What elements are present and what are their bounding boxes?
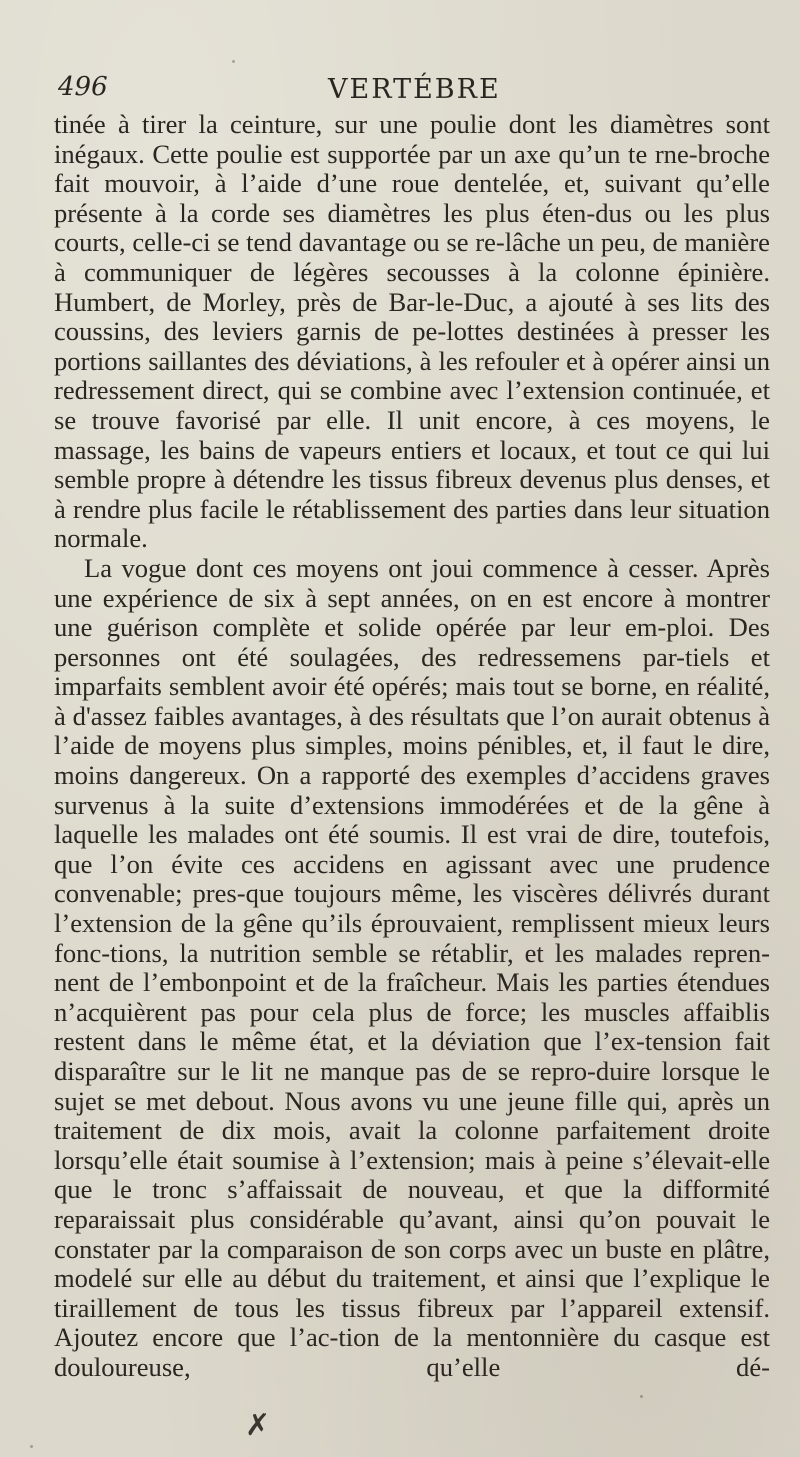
body-text	[54, 110, 770, 1383]
paragraph-2: La vogue dont ces moyens ont joui commence à cesser. Après une expérience de six à sept années, on en est encore à montrer une guérison complète et solide opérée par leur em-ploi. Des personnes ont été soulagées, des redressemens par-tiels et imparfaits semblent avoir été opérés; mais tout se borne, en réalité, à d'assez faibles avantages, à des résultats que l’on aurait obtenus à l’aide de moyens plus simples, moins pénibles, et, il faut le dire, moins dangereux. On a rapporté des exemples d’accidens graves survenus à la suite d’extensions immodérées et de la gêne à laquelle les malades ont été soumis. Il est vrai de dire, toutefois, que l’on évite ces accidens en agissant avec une prudence convenable; pres-que toujours même, les viscères délivrés durant l’extension de la gêne qu’ils éprouvaient, remplissent mieux leurs fonc-tions, la nutrition semble se rétablir, et les malades repren-nent de l’embonpoint et de la fraîcheur. Mais les parties étendues n’acquièrent pas pour cela plus de force; les muscles affaiblis restent dans le même état, et la déviation que l’ex-tension fait disparaître sur le lit ne manque pas de se repro-duire lorsque le sujet se met debout. Nous avons vu une jeune fille qui, après un traitement de dix mois, avait la colonne parfaitement droite lorsqu’elle était soumise à l’extension; mais à peine s’élevait-elle que le tronc s’affaissait de nouveau, et que la difformité reparaissait plus considérable qu’avant, ainsi qu’on pouvait le constater par la comparaison de son corps avec un buste en plâtre, modelé sur elle au début du traitement, et ainsi que l’explique le tiraillement de tous les tissus fibreux par l’appareil extensif. Ajoutez encore que l’ac-tion de la mentonnière du casque est douloureuse, qu’elle dé-	[54, 552, 770, 1382]
ink-mark: ✗	[245, 1408, 271, 1443]
paper-speck	[232, 60, 235, 63]
running-head: VERTÉBRE	[328, 74, 501, 105]
page-header	[58, 72, 758, 112]
page-number: 496	[58, 72, 108, 102]
paper-speck	[640, 1395, 643, 1398]
paragraph-1: tinée à tirer la ceinture, sur une poulie dont les diamètres sont inégaux. Cette poulie est supportée par un axe qu’un te rne-broche fait mouvoir, à l’aide d’une roue dentelée, et, suivant qu’elle présente à la corde ses diamètres les plus éten-dus ou les plus courts, celle-ci se tend davantage ou se re-lâche un peu, de manière à communiquer de légères secousses à la colonne épinière. Humbert, de Morley, près de Bar-le-Duc, a ajouté à ses lits des coussins, des leviers garnis de pe-lottes destinées à presser les portions saillantes des déviations, à les refouler et à opérer ainsi un redressement direct, qui se combine avec l’extension continuée, et se trouve favorisé par elle. Il unit encore, à ces moyens, le massage, les bains de vapeurs entiers et locaux, et tout ce qui lui semble propre à détendre les tissus fibreux devenus plus denses, et à rendre plus facile le rétablissement des parties dans leur situation normale.	[54, 109, 770, 554]
paper-speck	[30, 1445, 33, 1448]
